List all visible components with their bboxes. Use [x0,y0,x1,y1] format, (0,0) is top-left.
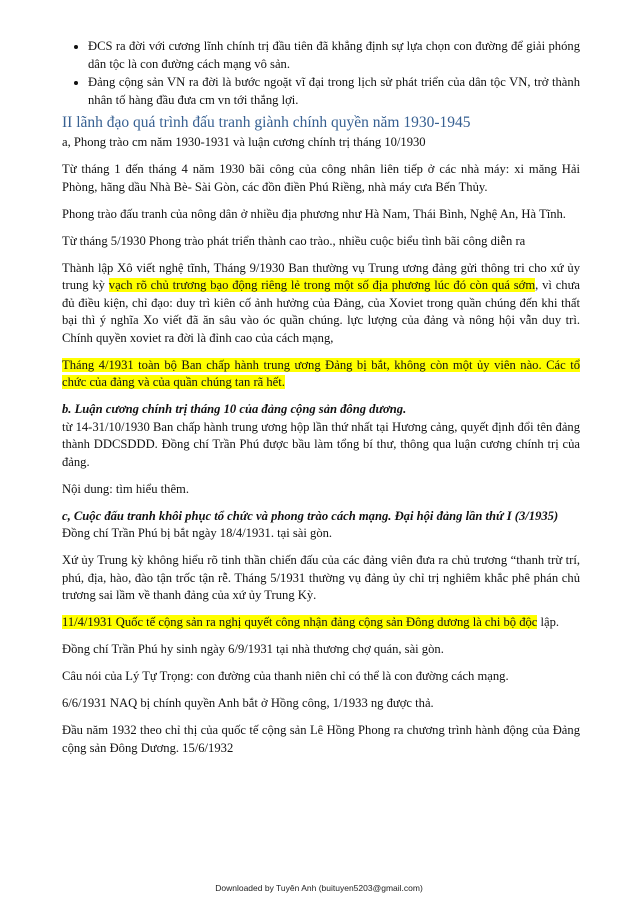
subheading-a: a, Phong trào cm năm 1930-1931 và luận cương chính trị tháng 10/1930 [62,135,426,149]
highlighted-text: Tháng 4/1931 toàn bộ Ban chấp hành trung ương Đảng bị bắt, không còn một ủy viên nào. Các tổ chức của đảng và của quần chúng tan rã hết. [62,357,580,389]
download-footer: Downloaded by Tuyên Anh (buituyen5203@gmail.com) [215,883,423,893]
highlighted-text: vạch rõ chủ trương bạo động riêng lẻ trong một số địa phương lúc đó còn quá sớm [108,278,536,292]
paragraph [62,260,580,348]
text-span: Thành lập Xô viết nghệ tĩnh, Tháng 9/1930 Ban thường vụ Trung ương đảng gửi thông tri cho xứ ủy trung kỳ [62,260,580,292]
paragraph [62,357,580,392]
paragraph: Nội dung: tìm hiểu thêm. [62,481,189,496]
section-title: II lãnh đạo quá trình đấu tranh giành chính quyền năm 1930-1945 [62,114,471,131]
paragraph: Đồng chí Trần Phú hy sinh ngày 6/9/1931 tại nhà thương chợ quán, sài gòn. [62,642,444,656]
bullet-item: • ĐCS ra đời với cương lĩnh chính trị đầu tiên đã khẳng định sự lựa chọn con đường để giải phóng dân tộc là con đường cách mạng vô sản. [88,38,580,73]
text-span: lập. [537,615,560,629]
paragraph: Đồng chí Trần Phú bị bắt ngày 18/4/1931. tại sài gòn. [62,526,333,540]
paragraph: Câu nói của Lý Tự Trọng: con đường của thanh niên chỉ có thể là con đường cách mạng. [62,669,509,683]
paragraph: từ 14-31/10/1930 Ban chấp hành trung ương hộp lần thứ nhất tại Hương cảng, quyết định đổi tên đảng thành DDCSDDD. Đồng chí Trần Phú được bầu làm tổng bí thư, thông qua luận cương chính trị của đảng. [62,419,580,469]
highlighted-text: 11/4/1931 Quốc tế cộng sản ra nghị quyết công nhận đảng cộng sản Đông dương là chi bộ độc [62,615,538,629]
paragraph: Từ tháng 5/1930 Phong trào phát triển thành cao trào., nhiều cuộc biểu tình bãi công diễn ra [62,233,526,248]
paragraph: Xứ ủy Trung kỳ không hiểu rõ tinh thần chiến đấu của các đảng viên đưa ra chủ trương “thanh trừ trí, phú, địa, hào, đào tận trốc tận rễ. Tháng 5/1931 thường vụ đảng ủy chỉ trị nghiêm khắc phê phán chủ trương sai lầm về thanh đảng của xứ ủy Trung Kỳ. [62,553,580,602]
text-span: , vì chưa đủ điều kiện, chỉ đạo: duy trì kiên cố ảnh hưởng của Đảng, của Xoviet trong quần chúng đến khi thất bại thì ý nghĩa Xo viết đã ăn sâu vào óc quần chúng. lực lượng của đảng và nông hội vẫn duy trì. Chính quyền xoviet ra đời là đỉnh cao của cách mạng, [62,278,580,345]
bullet-item: • Đảng cộng sản VN ra đời là bước ngoặt vĩ đại trong lịch sử phát triển của dân tộc VN, trở thành nhân tố hàng đầu đưa cm vn tới thắng lợi. [88,74,580,109]
bullet-list [62,38,580,109]
paragraph: Đầu năm 1932 theo chỉ thị của quốc tế cộng sản Lê Hồng Phong ra chương trình hành động của Đảng cộng sản Đông Dương. 15/6/1932 [62,723,580,755]
subheading-b: b. Luận cương chính trị tháng 10 của đảng cộng sản đông dương. [62,402,407,416]
paragraph [62,614,580,632]
paragraph: Phong trào đấu tranh của nông dân ở nhiều địa phương như Hà Nam, Thái Bình, Nghệ An, Hà Tĩnh. [62,206,566,221]
paragraph: Từ tháng 1 đến tháng 4 năm 1930 bãi công của công nhân liên tiếp ở các nhà máy: xi măng Hải Phòng, hãng dầu Nhà Bè- Sài Gòn, các đồn điền Phú Riềng, nhà máy cưa Bến Thủy. [62,162,580,194]
document-page [62,38,580,767]
subheading-c: c, Cuộc đấu tranh khôi phục tổ chức và phong trào cách mạng. Đại hội đảng lần thứ I (3/1935) [62,508,559,523]
paragraph: 6/6/1931 NAQ bị chính quyền Anh bắt ở Hồng công, 1/1933 ng được thả. [62,696,434,710]
